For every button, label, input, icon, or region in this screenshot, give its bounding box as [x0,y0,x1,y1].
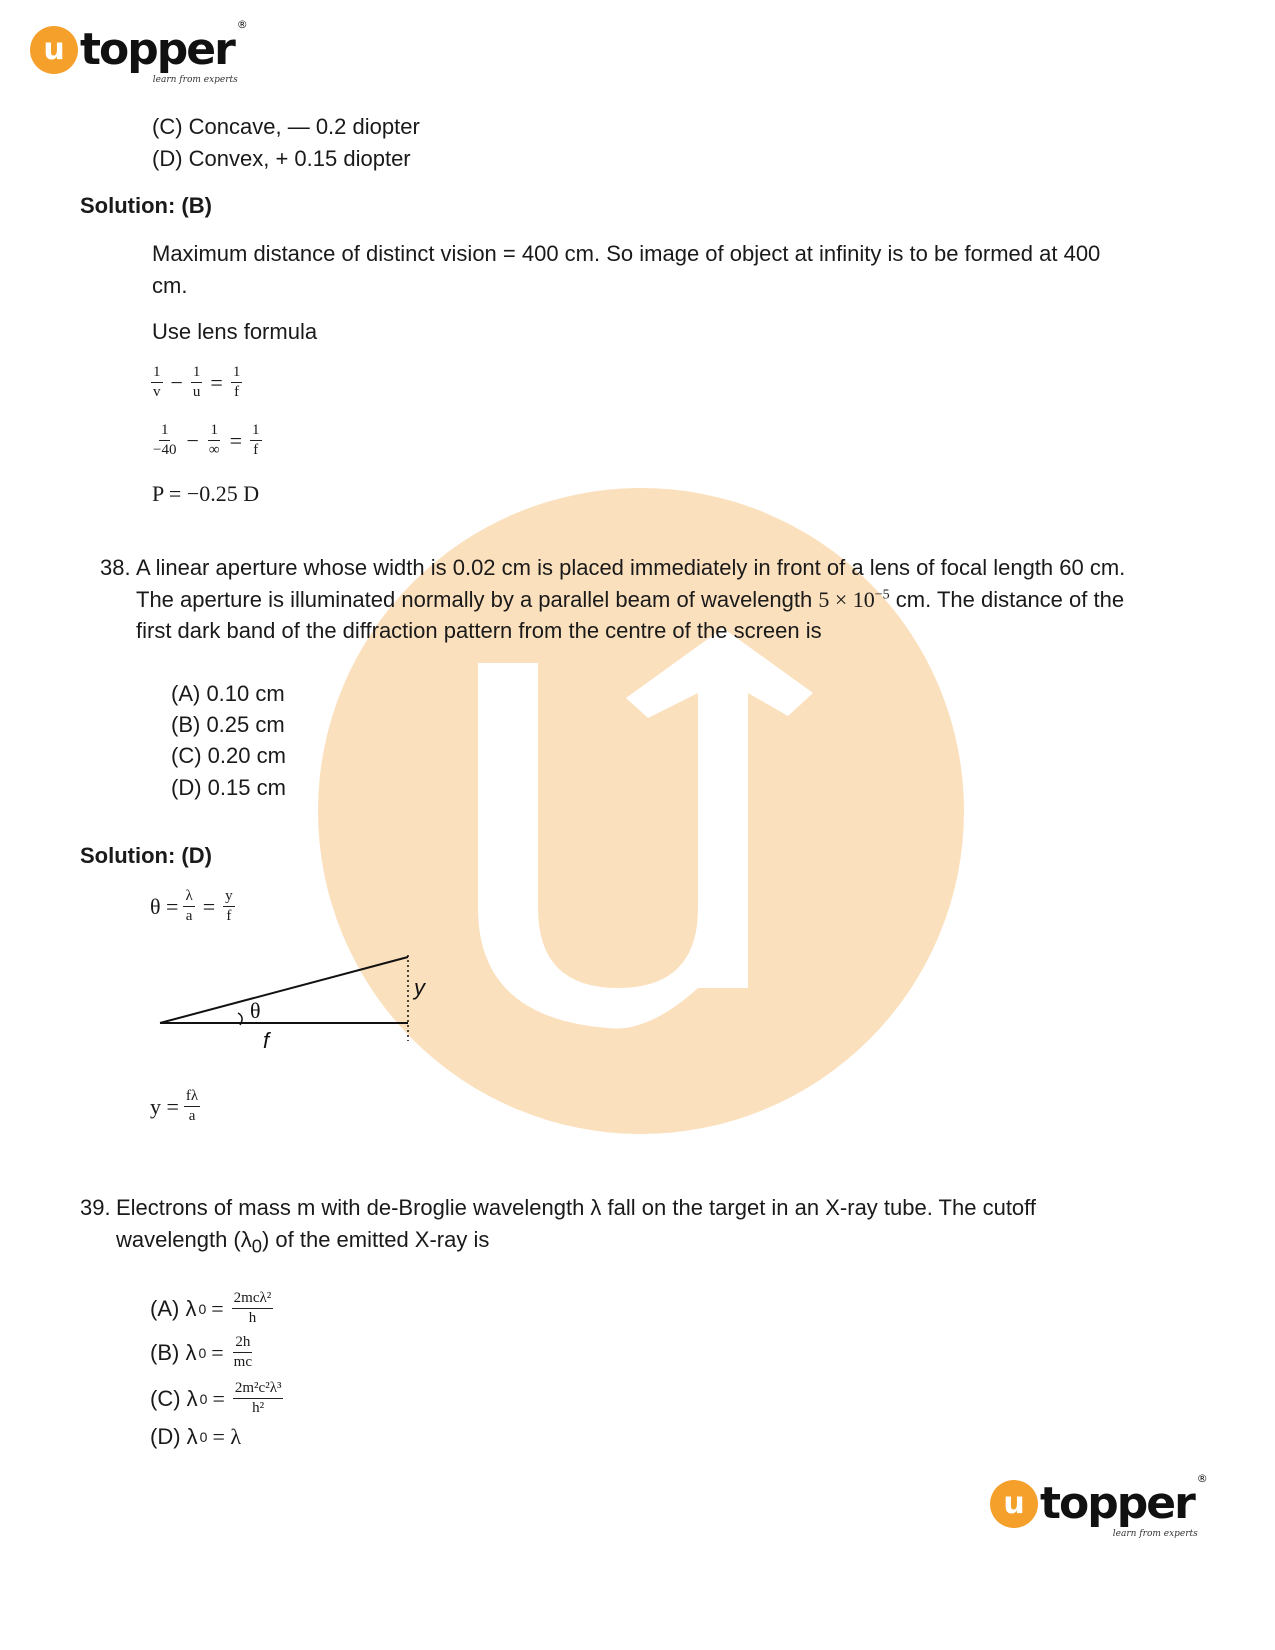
diagram-label-y: y [414,975,425,1000]
q38-option-b: (B) 0.25 cm [171,712,285,737]
footer-logo-mark-icon: u [990,1480,1038,1528]
q38-solution-heading: Solution: (D) [80,843,212,868]
diagram-slant-line [160,957,408,1023]
q37-option-c: (C) Concave, — 0.2 diopter [152,114,420,139]
header-logo [30,18,248,85]
frac-option-a: $\frac{\text{2mcλ²}}{h}$ [233,1290,272,1327]
frac-1-over-u: $\frac{1}{u}$ [192,364,201,401]
q37-equation-substituted: $\frac{1}{-40}$ − $\frac{1}{\infty}$ = $\frac{1}{f}$ [153,422,260,459]
frac-1-over-f-2: $\frac{1}{f}$ [252,422,260,459]
q39-question-line1: Electrons of mass m with de-Broglie wavelength λ fall on the target in an X-ray tube. The cutoff [116,1195,1036,1220]
frac-option-c: $\frac{\text{2m²c²λ³}}{\text{h²}}$ [234,1380,282,1417]
frac-1-over-v: $\frac{1}{v}$ [153,364,161,401]
q38-option-c: (C) 0.20 cm [171,743,286,768]
q38-option-a: (A) 0.10 cm [171,681,285,706]
frac-1-over-infinity: $\frac{1}{\infty}$ [208,422,220,459]
frac-y-over-f: $\frac{y}{f}$ [225,888,233,925]
q38-theta-equation: θ = $\frac{\lambda}{a}$ = $\frac{y}{f}$ [150,888,233,925]
diagram-label-theta: θ [250,998,261,1023]
logo-registered: ® [236,18,248,31]
footer-logo [990,1472,1208,1539]
frac-option-b: $\frac{2h}{mc}$ [233,1334,252,1371]
q38-question-line3: first dark band of the diffraction pattern from the centre of the screen is [136,618,822,643]
q37-option-d: (D) Convex, + 0.15 diopter [152,146,411,171]
q37-result-power: P = −0.25 D [152,481,260,506]
footer-logo-wordmark [1040,1472,1208,1539]
footer-logo-text: topper [1040,1478,1194,1529]
frac-lambda-over-a: $\frac{\lambda}{a}$ [185,888,193,925]
logo-mark-icon: u [30,26,78,74]
q39-option-d: (D) λ 0 = λ [150,1424,242,1449]
q38-question-line2: The aperture is illuminated normally by a parallel beam of wavelength $5 \times 10^{-5}$ cm. The distance of the [136,587,1125,612]
footer-logo-registered: ® [1196,1472,1208,1485]
q37-solution-para: Maximum distance of distinct vision = 400 cm. So image of object at infinity is to be formed at 400 cm. [152,241,1101,298]
logo-tagline: learn from experts [152,75,238,85]
q39-question-line2: wavelength $(\lambda_0)$ of the emitted X-ray is [116,1227,490,1257]
frac-1-over-f: $\frac{1}{f}$ [232,364,241,401]
footer-logo-tagline: learn from experts [1112,1529,1198,1539]
diagram-label-f: f [263,1028,270,1053]
q38-option-d: (D) 0.15 cm [171,775,286,800]
frac-1-over-minus40: $\frac{1}{-40}$ [153,422,177,459]
logo-text: topper [80,24,234,75]
q37-equation-lens-formula: $\frac{1}{v}$ − $\frac{1}{u}$ = $\frac{1}{f}$ [153,364,241,401]
frac-f-lambda-over-a: $\frac{f\lambda}{a}$ [185,1088,199,1125]
q37-solution-lens-formula-label: Use lens formula [152,319,318,344]
q39-option-c: (C) λ 0 = $\frac{\text{2m²c²λ³}}{\text{h²}}$ [150,1380,282,1417]
q39-number: 39. [80,1195,111,1220]
diffraction-diagram [150,945,450,1055]
q38-question-line1: A linear aperture whose width is 0.02 cm is placed immediately in front of a lens of focal length 60 cm. [136,555,1126,580]
q37-solution-heading: Solution: (B) [80,193,212,218]
logo-wordmark [80,18,248,85]
q39-option-a: (A) λ 0 = $\frac{\text{2mcλ²}}{h}$ [150,1290,272,1327]
q38-number: 38. [100,555,131,580]
q39-option-b: (B) λ 0 = $\frac{2h}{mc}$ [150,1334,252,1371]
q38-y-equation: y = $\frac{f\lambda}{a}$ [150,1088,199,1125]
